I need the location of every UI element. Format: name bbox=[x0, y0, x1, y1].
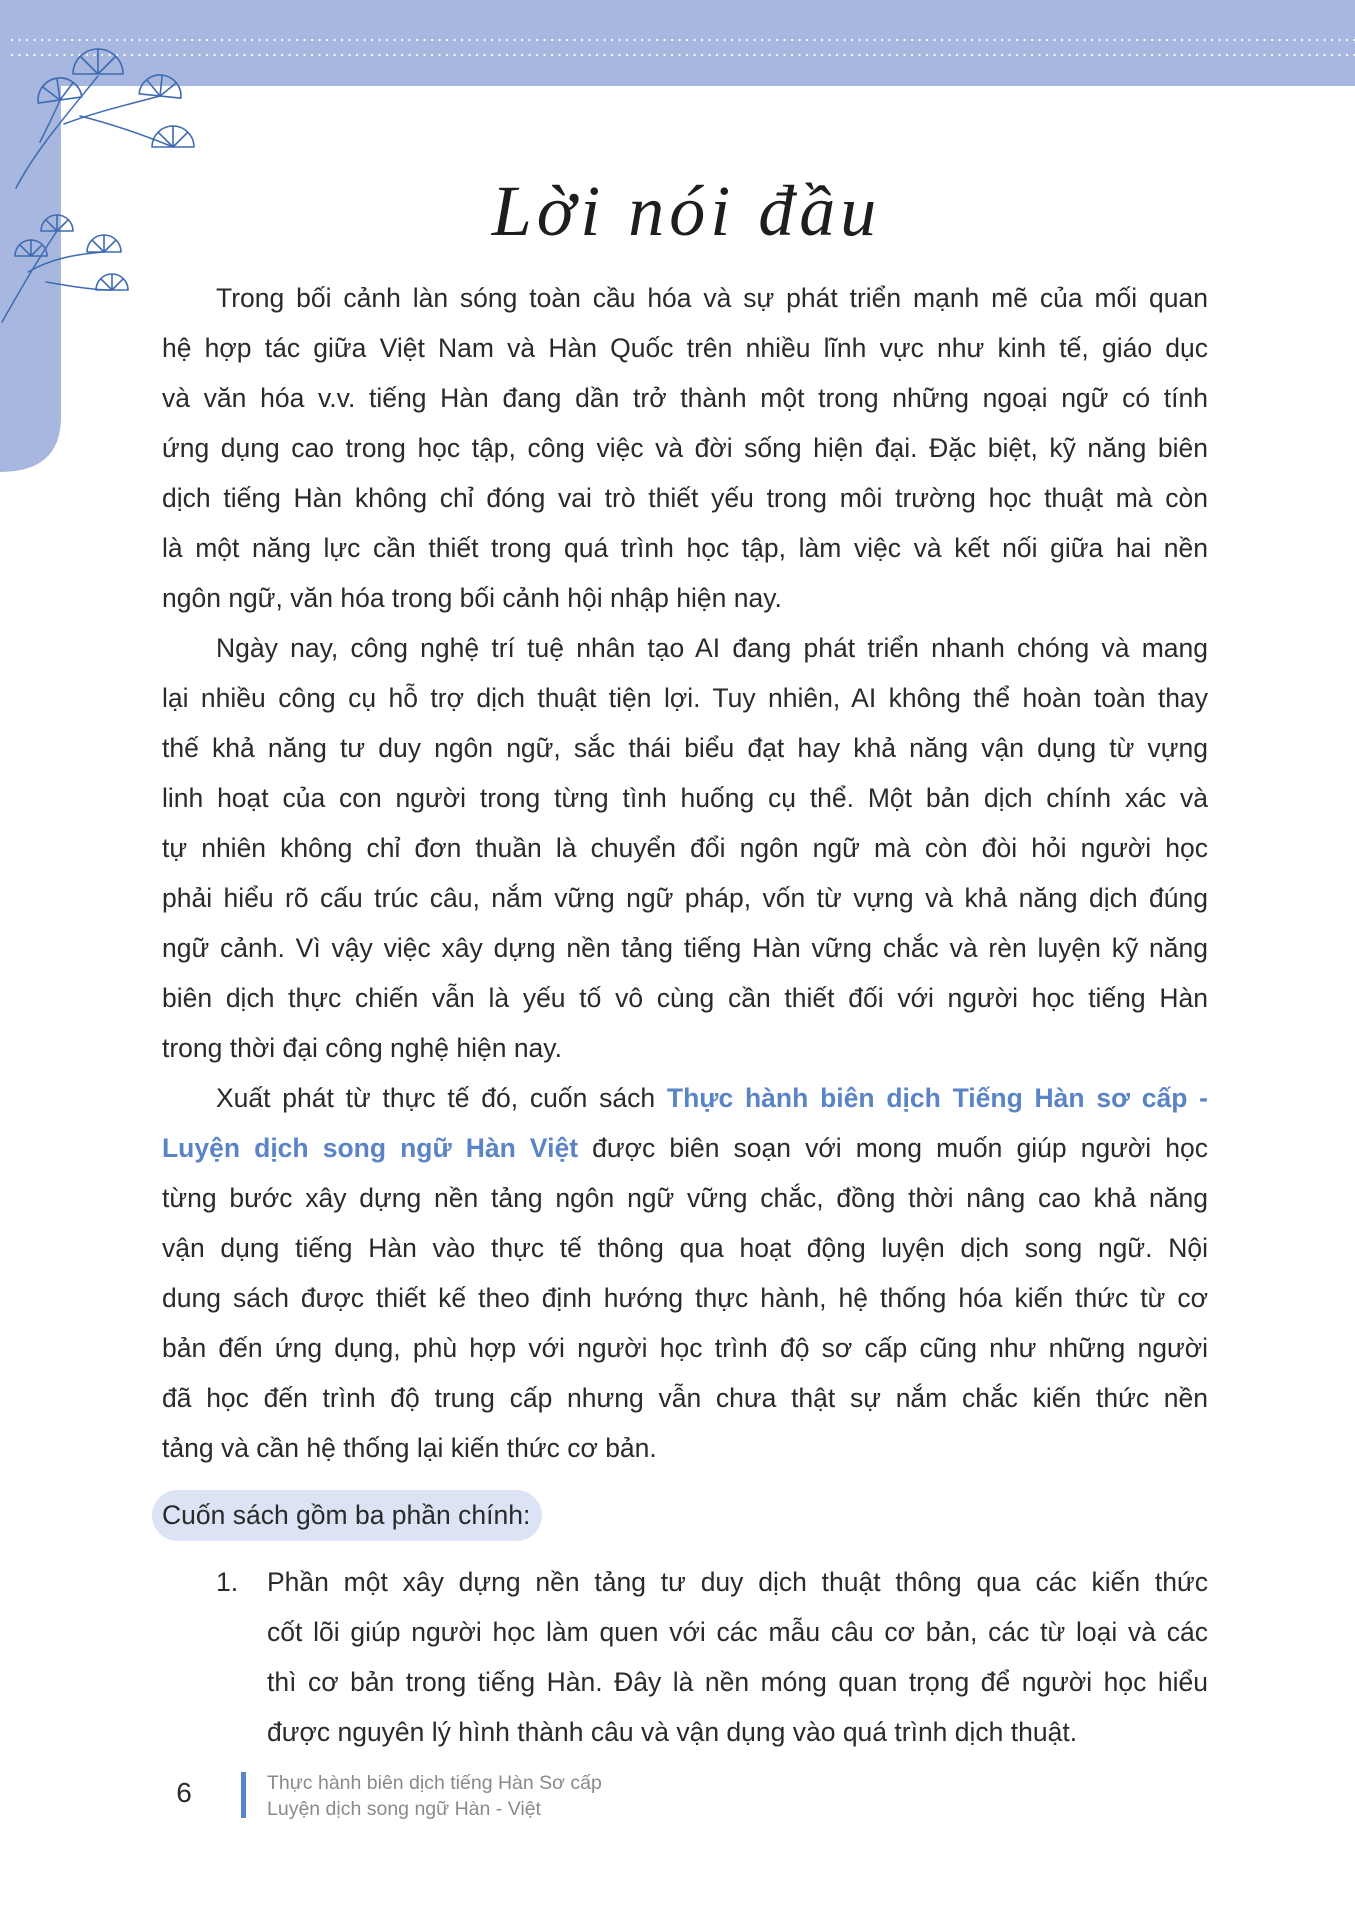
footer-divider bbox=[241, 1772, 246, 1818]
book-title-highlight: Luyện dịch song ngữ Hàn Việt bbox=[162, 1133, 579, 1163]
text-line: ngôn ngữ, văn hóa trong bối cảnh hội nhập hiện nay. bbox=[162, 583, 782, 613]
text-line bbox=[162, 1123, 1208, 1173]
text-line bbox=[162, 1073, 1208, 1123]
text-line: thì cơ bản trong tiếng Hàn. Đây là nền móng quan trọng để người học hiểu bbox=[267, 1667, 1208, 1697]
text-run: được biên soạn với mong muốn giúp người học bbox=[578, 1133, 1208, 1163]
footer-book-title: Thực hành biên dịch tiếng Hàn Sơ cấp bbox=[267, 1772, 602, 1794]
text-line: cốt lõi giúp người học làm quen với các mẫu câu cơ bản, các từ loại và các bbox=[267, 1617, 1208, 1647]
paragraphs bbox=[162, 273, 1208, 1473]
text-line: đã học đến trình độ trung cấp nhưng vẫn chưa thật sự nắm chắc kiến thức nền bbox=[162, 1383, 1208, 1413]
text-line: bản đến ứng dụng, phù hợp với người học trình độ sơ cấp cũng như những người bbox=[162, 1333, 1208, 1363]
section-heading: Cuốn sách gồm ba phần chính: bbox=[152, 1490, 542, 1541]
text-line: dung sách được thiết kế theo định hướng thực hành, hệ thống hóa kiến thức từ cơ bbox=[162, 1283, 1208, 1313]
page-title: Lời nói đầu bbox=[491, 171, 882, 251]
text-line: tự nhiên không chỉ đơn thuần là chuyển đổi ngôn ngữ mà còn đòi hỏi người học bbox=[162, 833, 1208, 863]
text-line: phải hiểu rõ cấu trúc câu, nắm vững ngữ pháp, vốn từ vựng và khả năng dịch đúng bbox=[162, 883, 1208, 913]
section-heading-wrap bbox=[162, 1490, 1208, 1541]
text-line: và văn hóa v.v. tiếng Hàn đang dần trở thành một trong những ngoại ngữ có tính bbox=[162, 383, 1208, 413]
text-line: biên dịch thực chiến vẫn là yếu tố vô cùng cần thiết đối với người học tiếng Hàn bbox=[162, 983, 1208, 1013]
body-text bbox=[162, 273, 1208, 1757]
parts-list bbox=[162, 1557, 1208, 1757]
text-line: dịch tiếng Hàn không chỉ đóng vai trò thiết yếu trong môi trường học thuật mà còn bbox=[162, 483, 1208, 513]
text-line: Trong bối cảnh làn sóng toàn cầu hóa và sự phát triển mạnh mẽ của mối quan bbox=[216, 283, 1208, 313]
text-run: Xuất phát từ thực tế đó, cuốn sách bbox=[216, 1083, 667, 1113]
text-line: là một năng lực cần thiết trong quá trình học tập, làm việc và kết nối giữa hai nền bbox=[162, 533, 1208, 563]
paragraph bbox=[162, 273, 1208, 623]
book-title-highlight: Thực hành biên dịch Tiếng Hàn sơ cấp - bbox=[666, 1083, 1208, 1113]
text-line: vận dụng tiếng Hàn vào thực tế thông qua hoạt động luyện dịch song ngữ. Nội bbox=[162, 1233, 1208, 1263]
text-line: thế khả năng tư duy ngôn ngữ, sắc thái biểu đạt hay khả năng vận dụng từ vựng bbox=[162, 733, 1208, 763]
ginkgo-leaf-icon bbox=[152, 126, 194, 147]
text-line: hệ hợp tác giữa Việt Nam và Hàn Quốc trên nhiều lĩnh vực như kinh tế, giáo dục bbox=[162, 333, 1208, 363]
running-footer bbox=[267, 1770, 602, 1822]
text-line: ứng dụng cao trong học tập, công việc và đời sống hiện đại. Đặc biệt, kỹ năng biên bbox=[162, 433, 1208, 463]
text-line: trong thời đại công nghệ hiện nay. bbox=[162, 1033, 562, 1063]
ginkgo-leaf-icon bbox=[96, 274, 128, 290]
text-line: từng bước xây dựng nền tảng ngôn ngữ vững chắc, đồng thời nâng cao khả năng bbox=[162, 1183, 1208, 1213]
list-item bbox=[162, 1557, 1208, 1757]
text-line: được nguyên lý hình thành câu và vận dụng vào quá trình dịch thuật. bbox=[267, 1717, 1078, 1747]
paragraph bbox=[162, 623, 1208, 1073]
text-line: Ngày nay, công nghệ trí tuệ nhân tạo AI đang phát triển nhanh chóng và mang bbox=[216, 633, 1208, 663]
list-marker: 1. bbox=[216, 1567, 239, 1597]
text-line: tảng và cần hệ thống lại kiến thức cơ bản. bbox=[162, 1433, 657, 1463]
paragraph bbox=[162, 1073, 1208, 1473]
text-line: ngữ cảnh. Vì vậy việc xây dựng nền tảng tiếng Hàn vững chắc và rèn luyện kỹ năng bbox=[162, 933, 1208, 963]
footer-book-subtitle: Luyện dịch song ngữ Hàn - Việt bbox=[267, 1798, 541, 1820]
text-line: Phần một xây dựng nền tảng tư duy dịch thuật thông qua các kiến thức bbox=[267, 1567, 1208, 1597]
page-number: 6 bbox=[176, 1777, 192, 1808]
list-item-text bbox=[267, 1557, 1208, 1757]
text-line: lại nhiều công cụ hỗ trợ dịch thuật tiện lợi. Tuy nhiên, AI không thể hoàn toàn thay bbox=[162, 683, 1208, 713]
text-line: linh hoạt của con người trong từng tình huống cụ thể. Một bản dịch chính xác và bbox=[162, 783, 1208, 813]
